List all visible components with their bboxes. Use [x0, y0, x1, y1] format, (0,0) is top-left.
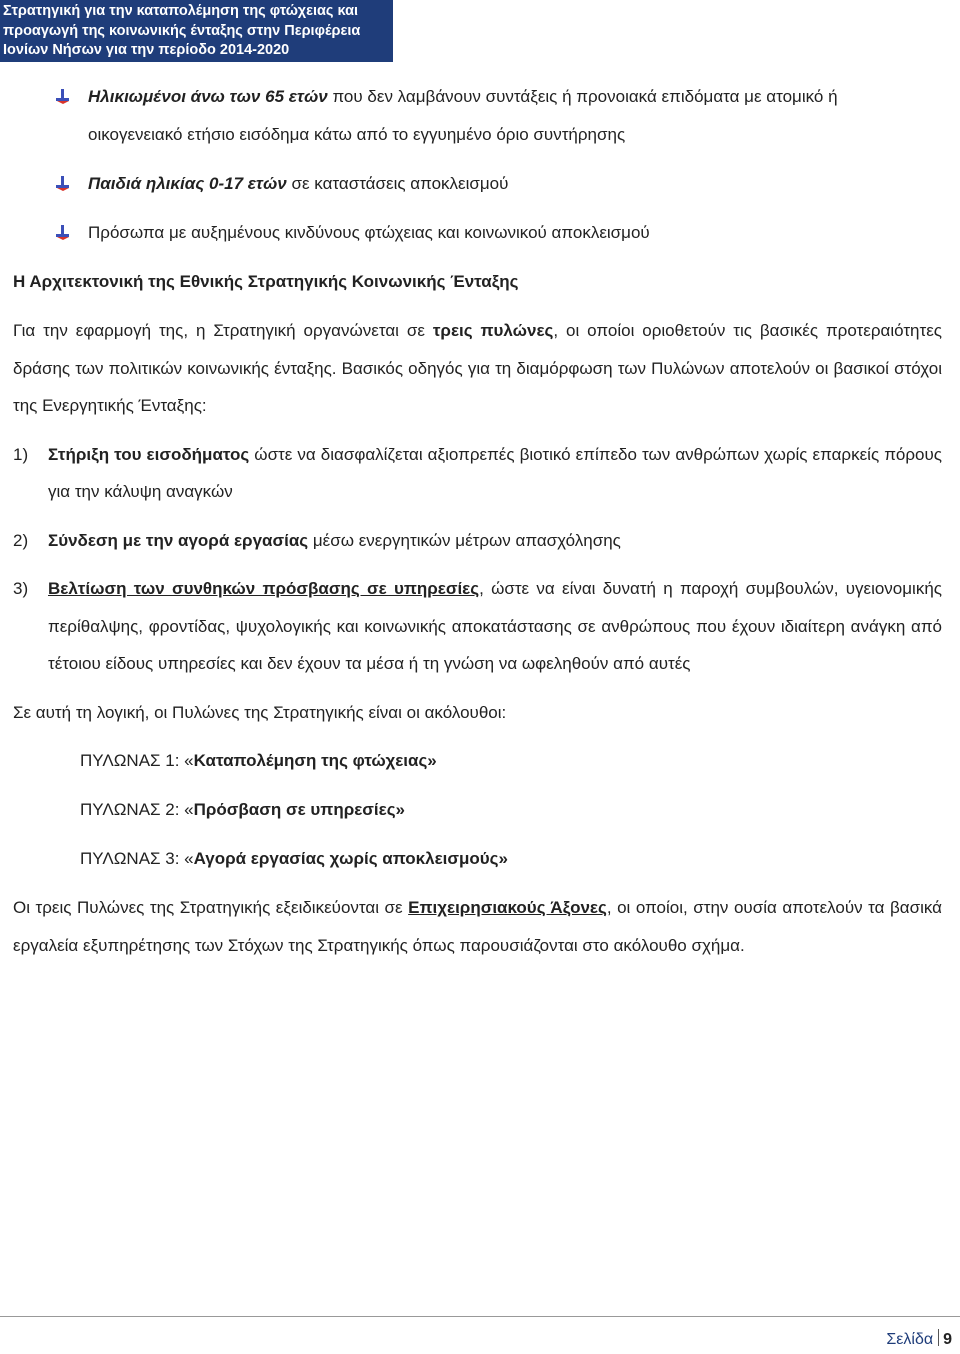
- document-header: [0, 0, 393, 62]
- closing-bold: Επιχειρησιακούς Άξονες: [408, 898, 607, 917]
- pylon-name: Καταπολέμηση της φτώχειας»: [193, 751, 437, 770]
- pylon-label: ΠΥΛΩΝΑΣ 1: «: [80, 751, 194, 770]
- header-line-3: Ιονίων Νήσων για την περίοδο 2014-2020: [3, 42, 290, 58]
- pylon-label: ΠΥΛΩΝΑΣ 2: «: [80, 800, 194, 819]
- bullet-text: που δεν λαμβάνουν συντάξεις ή προνοιακά επιδόματα με ατομικό ή: [327, 87, 838, 106]
- numbered-item: [13, 436, 942, 511]
- page-content: [13, 78, 942, 964]
- bullet-arrow-icon: [56, 225, 70, 240]
- item-number: 3): [13, 579, 29, 598]
- item-text: μέσω ενεργητικών μέτρων απασχόλησης: [308, 530, 621, 550]
- intro-bold: τρεις πυλώνες: [432, 321, 554, 340]
- numbered-item: [13, 570, 942, 683]
- pylon-item: [13, 742, 942, 780]
- page-footer: [886, 1329, 952, 1349]
- pylon-item: [13, 840, 942, 878]
- pylon-item: [13, 791, 942, 829]
- intro-paragraph: [13, 312, 942, 425]
- item-bold: Σύνδεση με την αγορά εργασίας: [48, 530, 309, 550]
- item-number: 1): [13, 444, 29, 464]
- closing-paragraph: [13, 889, 942, 964]
- header-line-1: Στρατηγική για την καταπολέμηση της φτώχειας και: [3, 3, 359, 19]
- item-number: 2): [13, 530, 29, 550]
- closing-text: Οι τρεις Πυλώνες της Στρατηγικής εξειδικεύονται σε: [13, 898, 409, 917]
- pylon-label: ΠΥΛΩΝΑΣ 3: «: [80, 849, 194, 868]
- section-heading: Η Αρχιτεκτονική της Εθνικής Στρατηγικής Κοινωνικής Ένταξης: [13, 272, 519, 291]
- footer-label: Σελίδα: [886, 1331, 934, 1348]
- intro-text: Για την εφαρμογή της, η Στρατηγική οργανώνεται σε: [13, 321, 433, 340]
- bullet-item: [13, 165, 942, 203]
- item-bold: Στήριξη του εισοδήματος: [48, 444, 250, 464]
- bullet-item: [13, 78, 942, 154]
- bullet-text-cont: οικογενειακό ετήσιο εισόδημα κάτω από το εγγυημένο όριο συντήρησης: [88, 125, 626, 144]
- item-bold: Βελτίωση των συνθηκών πρόσβασης σε υπηρεσίες: [48, 579, 480, 598]
- numbered-item: [13, 522, 942, 560]
- header-line-2: προαγωγή της κοινωνικής ένταξης στην Περιφέρεια: [3, 22, 361, 39]
- page-number: 9: [943, 1331, 952, 1348]
- bullet-bold: Ηλικιωμένοι άνω των 65 ετών: [88, 87, 328, 106]
- bullet-text: σε καταστάσεις αποκλεισμού: [286, 174, 509, 193]
- bullet-arrow-icon: [56, 89, 70, 104]
- footer-divider: [0, 1316, 960, 1317]
- bullet-item: [13, 214, 942, 252]
- closing-text-cont: , οι οποίοι, στην ουσία αποτελούν τα βασικά εργαλεία εξυπηρέτησης των Στόχων της Στρατηγικής όπως παρουσιάζονται στο ακόλουθο σχήμα.: [13, 898, 942, 955]
- item-text: , ώστε να είναι δυνατή η παροχή συμβουλών, υγειονομικής περίθαλψης, φροντίδας, ψυχολογικής και κοινωνικής αποκατάστασης σε ανθρώπους που έχουν ιδιαίτερη ανάγκη από τέτοιου είδους υπηρεσίες και δεν έχουν τα μέσα ή τη γνώση να ωφεληθούν από αυτές: [48, 579, 942, 673]
- pylon-name: Αγορά εργασίας χωρίς αποκλεισμούς»: [193, 849, 508, 868]
- item-text: ώστε να διασφαλίζεται αξιοπρεπές βιοτικό επίπεδο των ανθρώπων χωρίς επαρκείς πόρους για την κάλυψη αναγκών: [48, 444, 942, 501]
- pylon-name: Πρόσβαση σε υπηρεσίες»: [193, 800, 406, 819]
- logic-paragraph: Σε αυτή τη λογική, οι Πυλώνες της Στρατηγικής είναι οι ακόλουθοι:: [13, 702, 507, 722]
- footer-separator: [938, 1329, 939, 1346]
- bullet-arrow-icon: [56, 176, 70, 191]
- bullet-text: Πρόσωπα με αυξημένους κινδύνους φτώχειας και κοινωνικού αποκλεισμού: [88, 223, 650, 242]
- bullet-bold: Παιδιά ηλικίας 0-17 ετών: [88, 174, 287, 193]
- intro-text-cont: , οι οποίοι οριοθετούν τις βασικές προτεραιότητες δράσης των πολιτικών κοινωνικής ένταξης. Βασικός οδηγός για τη διαμόρφωση των Πυλώνων αποτελούν οι βασικοί στόχοι της Ενεργητικής Ένταξης:: [13, 321, 943, 415]
